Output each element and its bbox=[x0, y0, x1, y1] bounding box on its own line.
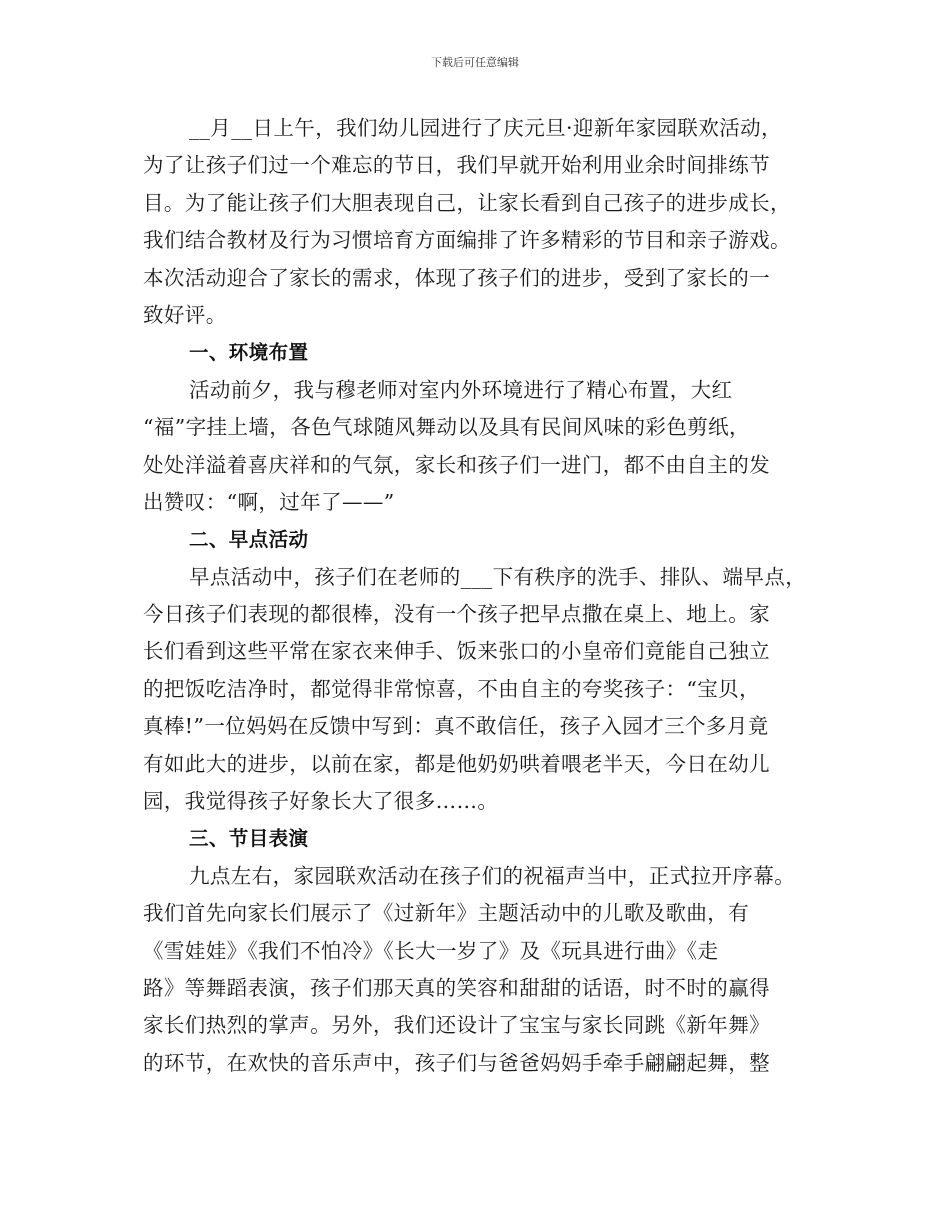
performance-paragraph bbox=[143, 858, 823, 1082]
text-line: 为了让孩子们过一个难忘的节日，我们早就开始利用业余时间排练节 bbox=[143, 153, 770, 178]
text-line: 目。为了能让孩子们大胆表现自己，让家长看到自己孩子的进步成长， bbox=[143, 190, 791, 215]
text-line: 《雪娃娃》《我们不怕冷》《长大一岁了》及《玩具进行曲》《走 bbox=[143, 938, 719, 963]
text-line: 真棒!”一位妈妈在反馈中写到：真不敢信任，孩子入园才三个多月竟 bbox=[143, 714, 769, 739]
environment-paragraph bbox=[143, 372, 823, 522]
text-line: 致好评。 bbox=[143, 302, 227, 327]
text-line: 有如此大的进步，以前在家，都是他奶奶哄着喂老半天，今日在幼儿 bbox=[143, 751, 770, 776]
text-line: “福”字挂上墙，各色气球随风舞动以及具有民间风味的彩色剪纸， bbox=[143, 415, 750, 440]
text-line: 处处洋溢着喜庆祥和的气氛，家长和孩子们一进门，都不由自主的发 bbox=[143, 452, 770, 477]
text-line: 早点活动中，孩子们在老师的___下有秩序的洗手、排队、端早点， bbox=[189, 564, 807, 589]
page-header: 下载后可任意编辑 bbox=[431, 56, 519, 69]
breakfast-paragraph bbox=[143, 559, 823, 821]
text-line: 出赞叹：“啊，过年了——” bbox=[143, 489, 395, 514]
text-line: 我们结合教材及行为习惯培育方面编排了许多精彩的节目和亲子游戏。 bbox=[143, 228, 791, 253]
section-heading-performance: 三、节目表演 bbox=[189, 827, 309, 851]
text-line: __月__日上午，我们幼儿园进行了庆元旦·迎新年家园联欢活动， bbox=[189, 116, 782, 140]
text-line: 我们首先向家长们展示了《过新年》主题活动中的儿歌及歌曲，有 bbox=[143, 901, 750, 926]
section-heading-environment: 一、环境布置 bbox=[189, 341, 309, 365]
text-line: 今日孩子们表现的都很棒，没有一个孩子把早点撒在桌上、地上。家 bbox=[143, 602, 770, 627]
section-heading-breakfast: 二、早点活动 bbox=[189, 528, 309, 552]
intro-paragraph bbox=[143, 110, 823, 334]
text-line: 路》等舞蹈表演，孩子们那天真的笑容和甜甜的话语，时不时的赢得 bbox=[143, 975, 770, 1000]
text-line: 的环节，在欢快的音乐声中，孩子们与爸爸妈妈手牵手翩翩起舞，整 bbox=[143, 1050, 770, 1075]
text-line: 的把饭吃洁净时，都觉得非常惊喜，不由自主的夸奖孩子：“宝贝， bbox=[143, 676, 760, 701]
text-line: 家长们热烈的掌声。另外，我们还设计了宝宝与家长同跳《新年舞》 bbox=[143, 1013, 770, 1038]
text-line: 活动前夕，我与穆老师对室内外环境进行了精心布置，大红 bbox=[189, 377, 733, 402]
text-line: 长们看到这些平常在家衣来伸手、饭来张口的小皇帝们竟能自己独立 bbox=[143, 639, 770, 664]
document-body bbox=[143, 110, 823, 1082]
text-line: 本次活动迎合了家长的需求，体现了孩子们的进步，受到了家长的一 bbox=[143, 265, 770, 290]
text-line: 园，我觉得孩子好象长大了很多……。 bbox=[143, 789, 499, 814]
text-line: 九点左右，家园联欢活动在孩子们的祝福声当中，正式拉开序幕。 bbox=[189, 863, 796, 888]
